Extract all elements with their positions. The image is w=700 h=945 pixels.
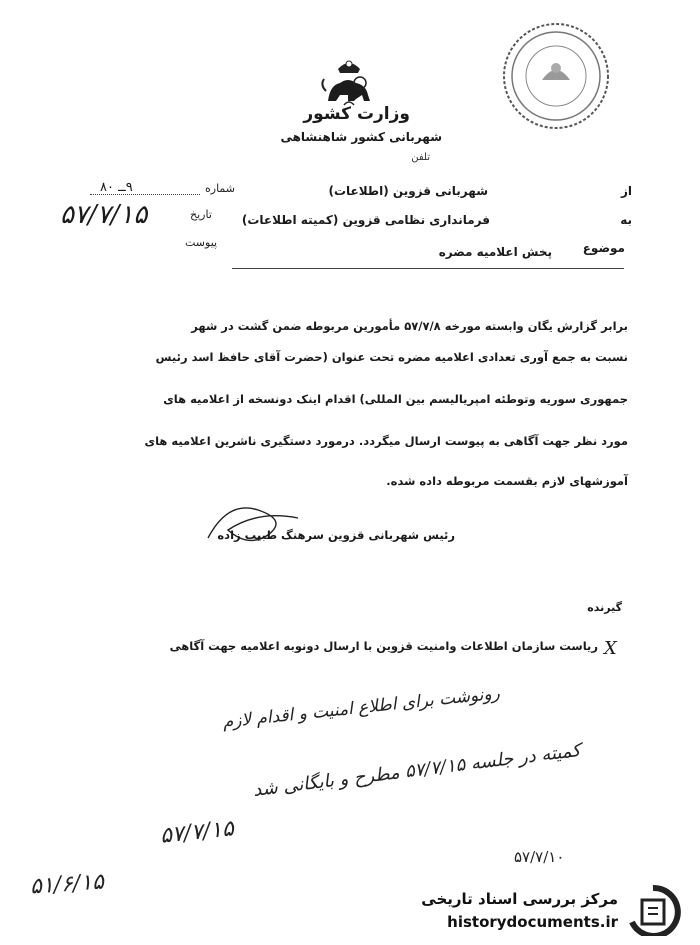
number-dotted-line bbox=[90, 194, 200, 195]
number-value: ۹ــ ۸۰ bbox=[100, 180, 133, 195]
handwritten-note-1: رونوشت برای اطلاع امنیت و اقدام لازم bbox=[221, 683, 501, 733]
lion-and-sun-emblem-icon bbox=[318, 55, 380, 107]
body-line-4: مورد نظر جهت آگاهی به پیوست ارسال میگردد. درمورد دستگیری ناشرین اعلامیه های bbox=[144, 434, 628, 448]
to-value: فرمانداری نظامی قزوین (کمیته اطلاعات) bbox=[241, 213, 490, 227]
recipient-line: ریاست سازمان اطلاعات وامنیت قزوین با ارسال دونوبه اعلامیه جهت آگاهی bbox=[169, 639, 598, 653]
header-divider bbox=[232, 268, 624, 269]
date-value: ۵۷/۷/۱۵ bbox=[60, 200, 148, 230]
number-label: شماره bbox=[205, 182, 236, 195]
archive-url[interactable]: historydocuments.ir bbox=[447, 913, 618, 931]
subject-label: موضوع bbox=[582, 241, 625, 255]
from-value: شهربانی قزوین (اطلاعات) bbox=[328, 184, 488, 198]
from-label: از bbox=[620, 184, 632, 198]
official-seal-stamp bbox=[500, 20, 612, 132]
body-line-1: برابر گزارش یگان وابسته مورخه ۵۷/۷/۸ مأمورین مربوطه ضمن گشت در شهر bbox=[191, 319, 628, 333]
recipient-check-mark: X bbox=[604, 638, 617, 659]
body-line-3: جمهوری سوریه وتوطئه امپریالیسم بین المللی) اقدام اینک دونسخه از اعلامیه های bbox=[163, 392, 628, 406]
archive-logo-icon bbox=[624, 884, 682, 936]
handwritten-note-2: کمیته در جلسه ۵۷/۷/۱۵ مطرح و بایگانی شد bbox=[252, 739, 583, 802]
subject-value: پخش اعلامیه مضره bbox=[438, 245, 552, 259]
attachment-label: پیوست bbox=[185, 236, 218, 249]
recipients-label: گیرنده bbox=[587, 601, 622, 614]
handwritten-date: ۵۷/۷/۱۵ bbox=[158, 816, 236, 849]
handwritten-number: ۵۱/۶/۱۵ bbox=[29, 869, 105, 900]
body-line-5: آموزشهای لازم بقسمت مربوطه داده شده. bbox=[386, 474, 628, 488]
ministry-title: وزارت کشور bbox=[303, 104, 410, 124]
signature-line: رئیس شهربانی قزوین سرهنگ طبیب زاده bbox=[217, 528, 455, 542]
stamp-date: ۵۷/۷/۱۰ bbox=[514, 848, 565, 866]
body-line-2: نسبت به جمع آوری تعدادی اعلامیه مضره تحت عنوان (حضرت آقای حافظ اسد رئیس bbox=[155, 350, 628, 364]
police-department: شهربانی کشور شاهنشاهی bbox=[280, 130, 442, 144]
archive-name: مرکز بررسی اسناد تاریخی bbox=[421, 890, 618, 908]
phone-label: تلفن bbox=[411, 152, 430, 163]
to-label: به bbox=[620, 213, 632, 227]
date-label: تاریخ bbox=[190, 208, 212, 221]
